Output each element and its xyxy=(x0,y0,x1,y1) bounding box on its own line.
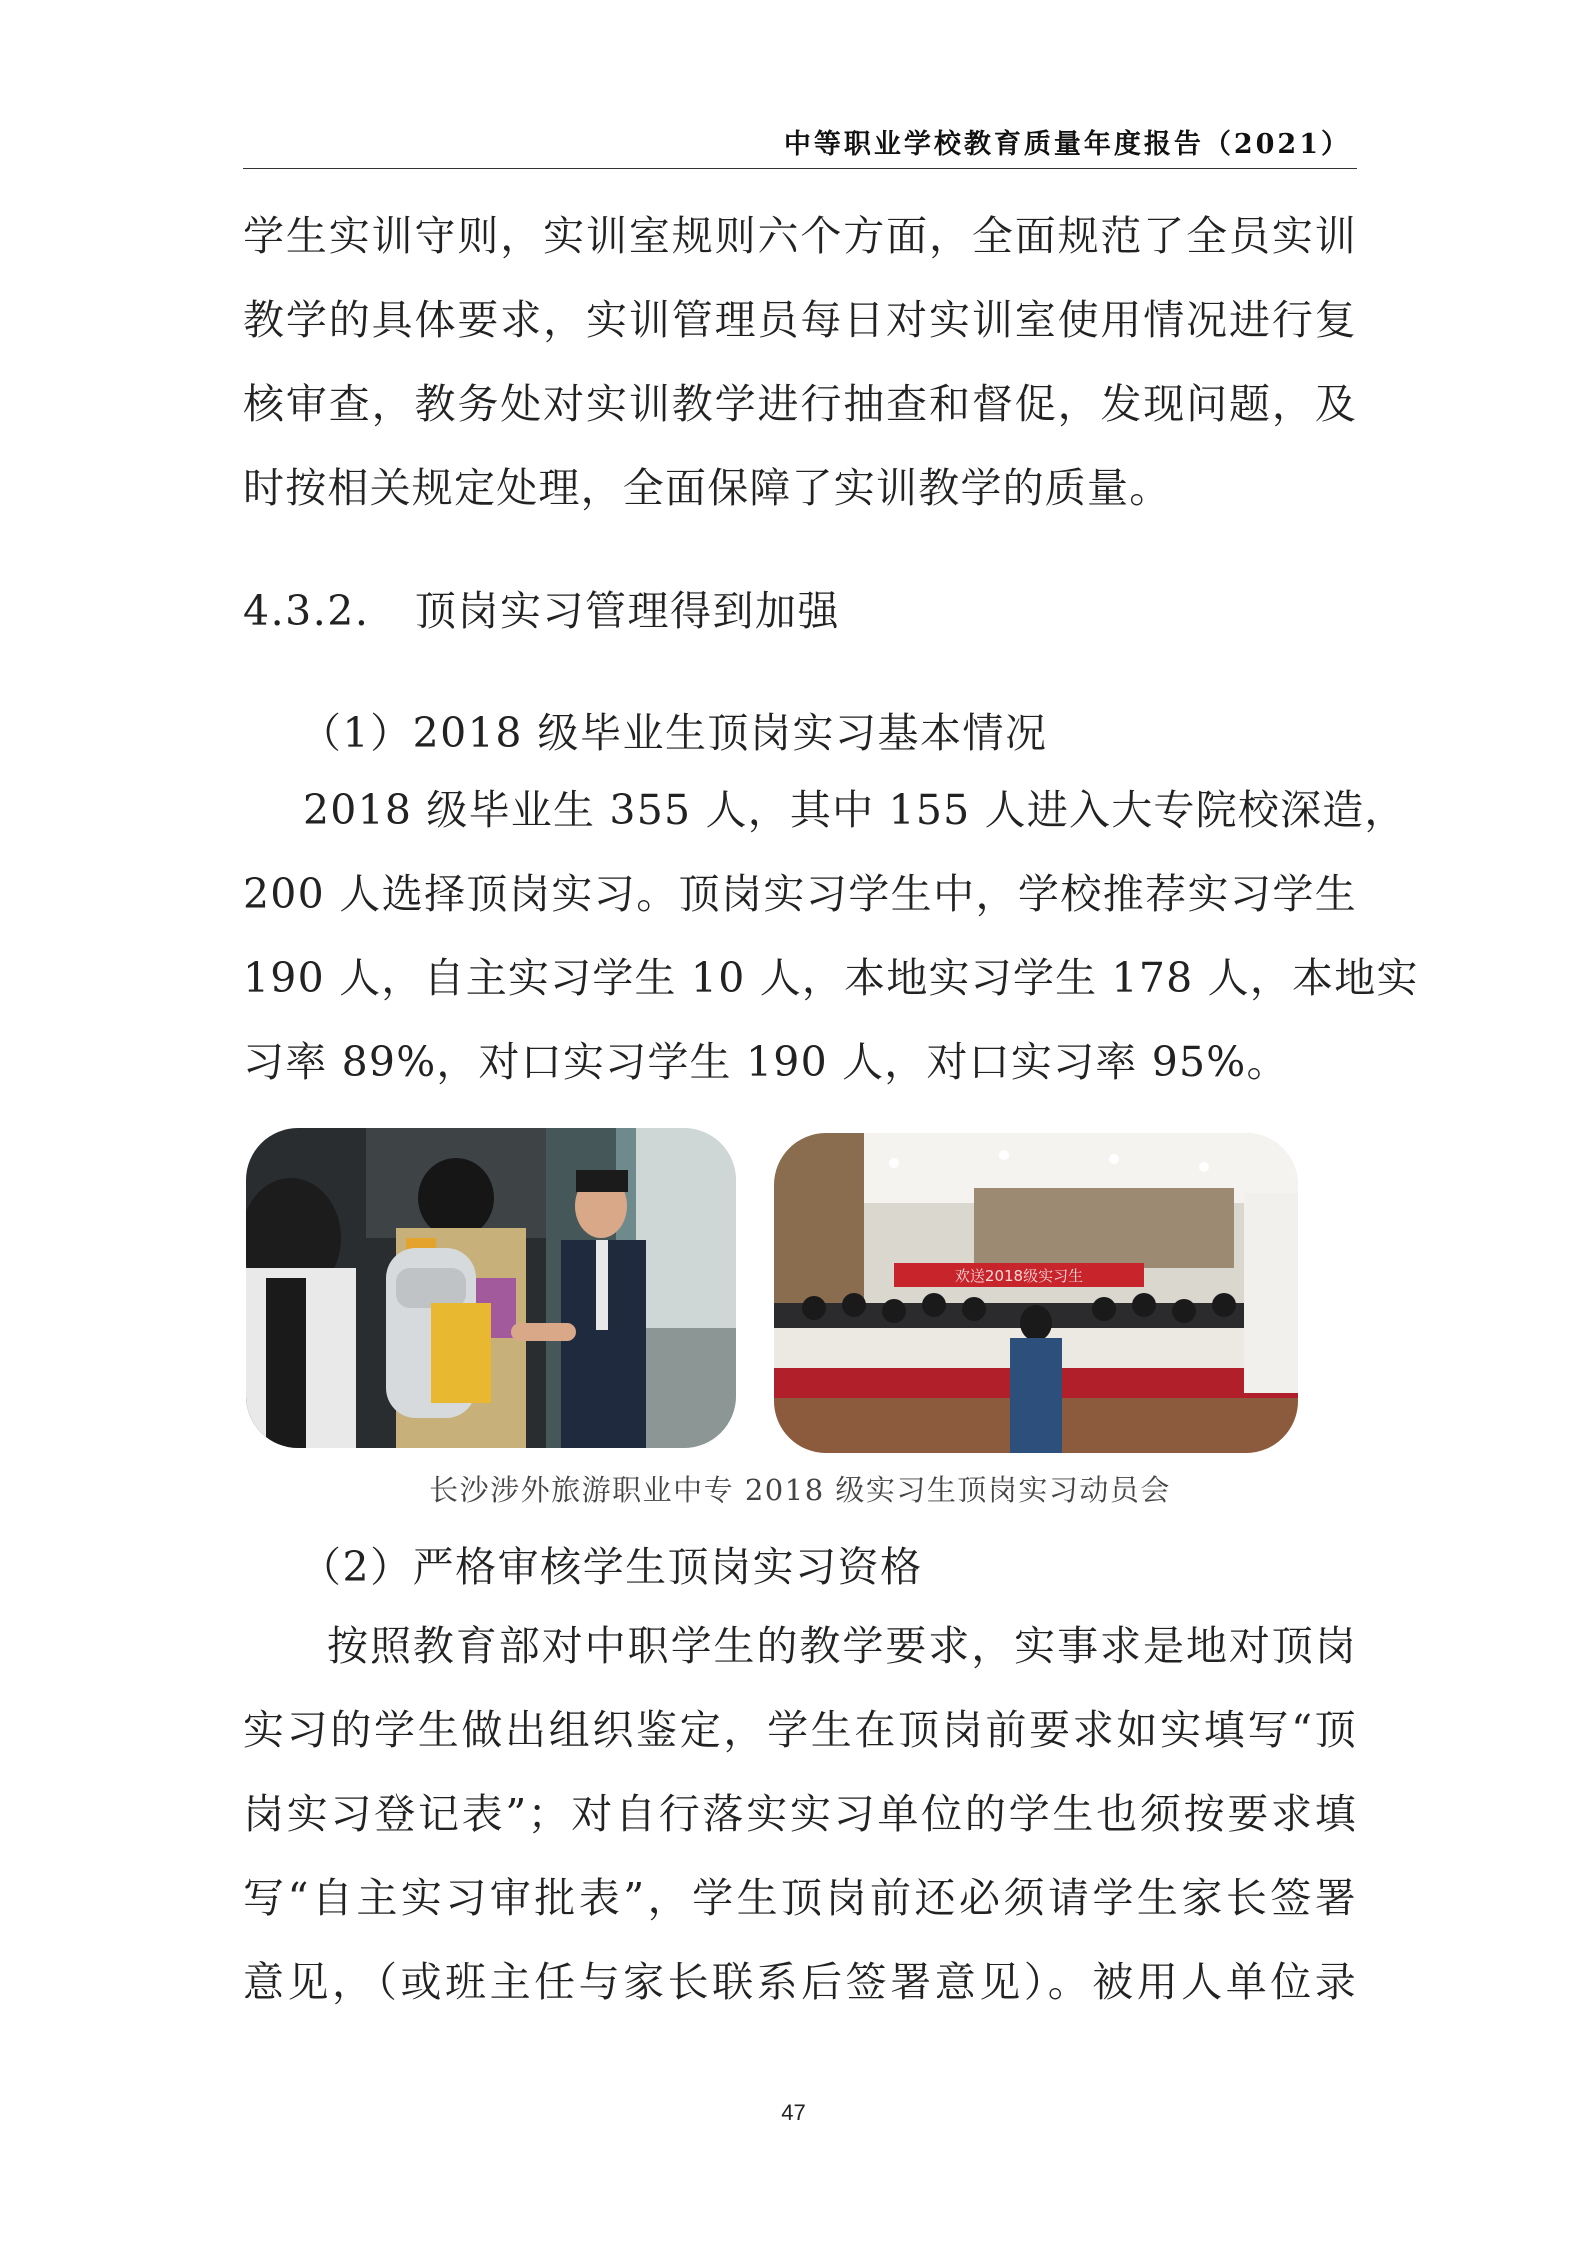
subsection-heading-2: （2）严格审核学生顶岗实习资格 xyxy=(300,1543,923,1591)
report-title: 中等职业学校教育质量年度报告（2021） xyxy=(783,129,1351,160)
text-line: 岗实习登记表”；对自行落实实习单位的学生也须按要求填 xyxy=(243,1790,1357,1838)
text-line: 2018 级毕业生 355 人，其中 155 人进入大专院校深造， xyxy=(303,786,1407,834)
section-heading xyxy=(243,578,840,637)
banner-text: 欢送2018级实习生 xyxy=(954,1267,1084,1285)
paragraph-training-rules xyxy=(243,194,1357,530)
text-line: 时按相关规定处理，全面保障了实训教学的质量。 xyxy=(243,464,1172,512)
text-line: 按照教育部对中职学生的教学要求，实事求是地对顶岗 xyxy=(327,1622,1357,1670)
paragraph-internship-stats xyxy=(243,768,1419,1104)
text-line: 习率 89%，对口实习学生 190 人，对口实习率 95%。 xyxy=(243,1038,1289,1086)
meeting-hall-photo xyxy=(774,1133,1298,1453)
text-line: 意见，（或班主任与家长联系后签署意见）。被用人单位录 xyxy=(243,1958,1357,2006)
page-number: 47 xyxy=(781,2100,806,2125)
text-line: 190 人，自主实习学生 10 人，本地实习学生 178 人，本地实 xyxy=(243,954,1419,1002)
section-number: 4.3.2. xyxy=(243,587,370,635)
text-line: 实习的学生做出组织鉴定，学生在顶岗前要求如实填写“顶 xyxy=(243,1706,1357,1754)
text-line: 核审查，教务处对实训教学进行抽查和督促，发现问题，及 xyxy=(243,380,1357,428)
bus-boarding-photo xyxy=(246,1128,736,1448)
text-line: 教学的具体要求，实训管理员每日对实训室使用情况进行复 xyxy=(243,296,1357,344)
section-title: 顶岗实习管理得到加强 xyxy=(415,587,840,635)
text-line: 200 人选择顶岗实习。顶岗实习学生中，学校推荐实习学生 xyxy=(243,870,1357,918)
text-line: 写“自主实习审批表”，学生顶岗前还必须请学生家长签署 xyxy=(243,1874,1357,1922)
photo-caption: 长沙涉外旅游职业中专 2018 级实习生顶岗实习动员会 xyxy=(429,1473,1171,1507)
subsection-heading-1: （1）2018 级毕业生顶岗实习基本情况 xyxy=(300,709,1048,757)
running-header xyxy=(243,118,1357,169)
paragraph-qualification-review xyxy=(243,1604,1357,2024)
text-line: 学生实训守则，实训室规则六个方面，全面规范了全员实训 xyxy=(243,212,1357,260)
